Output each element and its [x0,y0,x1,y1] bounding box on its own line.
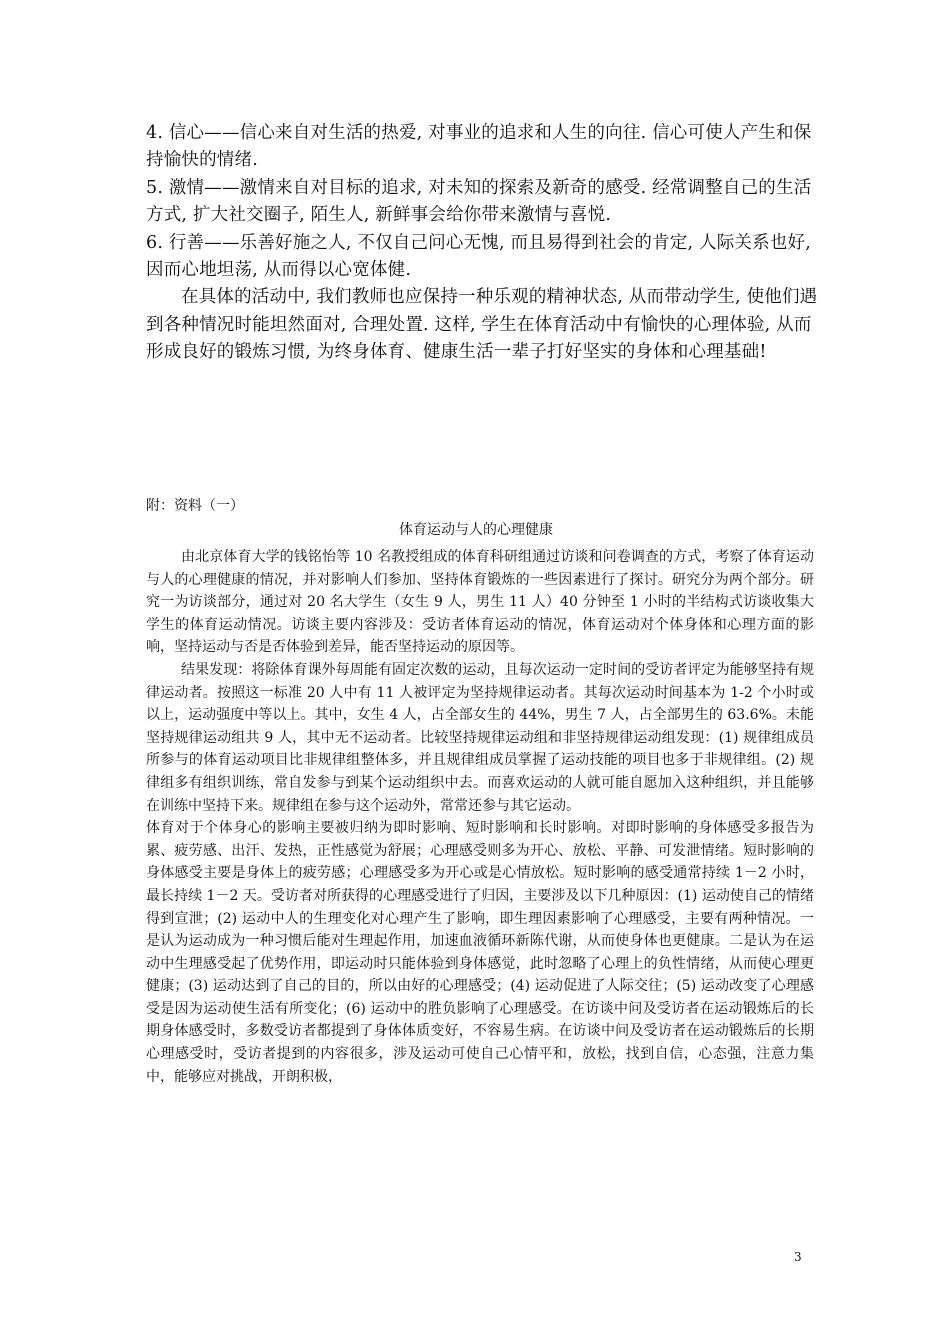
attachment-title: 体育运动与人的心理健康 [399,522,553,538]
conclusion-paragraph: 在具体的活动中, 我们教师也应保持一种乐观的精神状态, 从而带动学生, 使他们遇到各种情况时能坦然面对, 合理处置. 这样, 学生在体育活动中有愉快的心理体验, 从而形成良好的锻炼习惯, 为终身体育、健康生活一辈子打好坚实的身体和心理基础! [146,287,818,363]
item-kindness: 6. 行善——乐善好施之人, 不仅自己问心无愧, 而且易得到社会的肯定, 人际关系也好, 因而心地坦荡, 从而得以心宽体健. [146,232,811,281]
item-passion: 5. 激情——激情来自对目标的追求, 对未知的探索及新奇的感受. 经常调整自己的生活方式, 扩大社交圈子, 陌生人, 新鲜事会给你带来激情与喜悦. [146,177,812,226]
attachment-label: 附：资料（一） [146,498,244,514]
research-intro-paragraph: 由北京体育大学的钱铭怡等 10 名教授组成的体育科研组通过访谈和问卷调查的方式，考察了体育运动与人的心理健康的情况，并对影响人们参加、坚持体育锻炼的一些因素进行了探讨。研究分为两个部分。研究一为访谈部分，通过对 20 名大学生（女生 9 人，男生 11 人）40 分钟至 1 小时的半结构式访谈收集大学生的体育运动情况。访谈主要内容涉及：受访者体育运动的情况，体育运动对个体身体和心理方面的影响，坚持运动与否是否体验到差异，能否坚持运动的原因等。 [146,549,814,656]
attachment-body [146,546,814,1088]
results-paragraph: 结果发现：将除体育课外每周能有固定次数的运动，且每次运动一定时间的受访者评定为能够坚持有规律运动者。按照这一标准 20 人中有 11 人被评定为坚持规律运动者。其每次运动时间基本为 1-2 个小时或以上，运动强度中等以上。其中，女生 4 人，占全部女生的 44%，男生 7 人，占全部男生的 63.6%。未能坚持规律运动组共 9 人，其中无不运动者。比较坚持规律运动组和非坚持规律运动组发现：(1) 规律组成员所参与的体育运动项目比非规律组整体多，并且规律组成员掌握了运动技能的项目也多于非规律组。(2) 规律组多有组织训练，常自发参与到某个运动组织中去。而喜欢运动的人就可能自愿加入这种组织，并且能够在训练中坚持下来。规律组在参与这个运动外，常常还参与其它运动。 [146,661,814,814]
upper-section [146,120,826,367]
page-number: 3 [794,1250,802,1264]
item-confidence: 4. 信心——信心来自对生活的热爱, 对事业的追求和人生的向往. 信心可使人产生和保持愉快的情绪. [146,123,812,171]
effects-paragraph: 体育对于个体身心的影响主要被归纳为即时影响、短时影响和长时影响。对即时影响的身体感受多报告为累、疲劳感、出汗、发热，正性感觉为舒展；心理感受则多为开心、放松、平静、可发泄情绪。短时影响的身体感受主要是身体上的疲劳感；心理感受多为开心或是心情放松。短时影响的感受通常持续 1－2 小时，最长持续 1－2 天。受访者对所获得的心理感受进行了归因，主要涉及以下几种原因：(1) 运动使自己的情绪得到宣泄；(2) 运动中人的生理变化对心理产生了影响，即生理因素影响了心理感受，主要有两种情况。一是认为运动成为一种习惯后能对生理起作用，加速血液循环新陈代谢，从而使身体也更健康。二是认为在运动中生理感受起了优势作用，即运动时只能体验到身体感觉，此时忽略了心理上的负性情绪，从而使心理更健康；(3) 运动达到了自己的目的，所以由好的心理感受；(4) 运动促进了人际交往；(5) 运动改变了心理感受是因为运动使生活有所变化；(6) 运动中的胜负影响了心理感受。在访谈中问及受访者在运动锻炼后的长期身体感受时，多数受访者都提到了身体体质变好，不容易生病。在访谈中问及受访者在运动锻炼后的长期心理感受时，受访者提到的内容很多，涉及运动可使自己心情平和，放松，找到自信，心态强，注意力集中，能够应对挑战，开朗积极， [146,820,814,1085]
